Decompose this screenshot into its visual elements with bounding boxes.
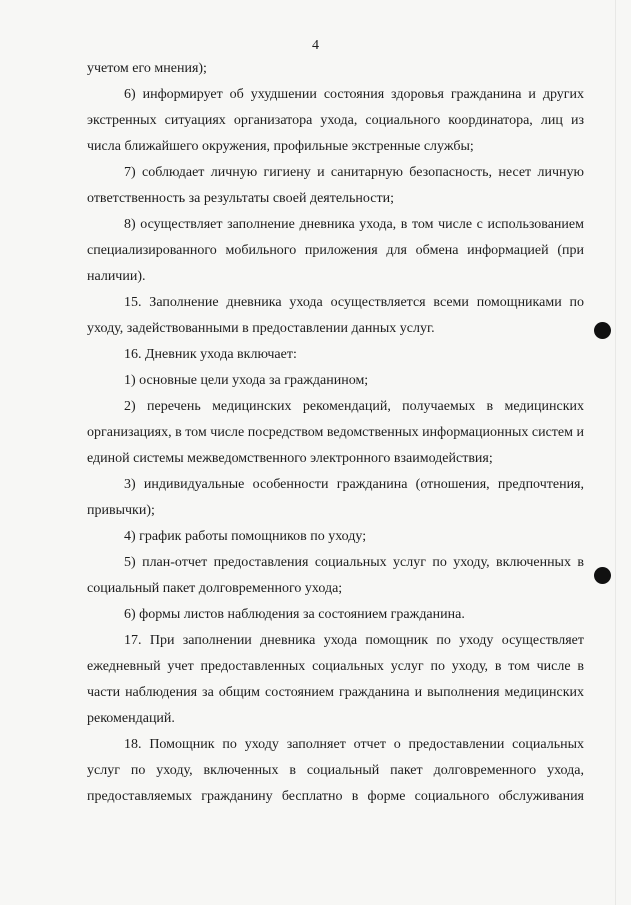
- paragraph: 18. Помощник по уходу заполняет отчет о предоставлении социальных услуг по уходу, включенных в социальный пакет долговременного ухода, предоставляемых гражданину бесплатно в форме социального обслуживания: [87, 737, 584, 804]
- page-number: 4: [312, 38, 319, 53]
- paragraph: 3) индивидуальные особенности гражданина (отношения, предпочтения, привычки);: [87, 477, 584, 518]
- punch-hole: [594, 322, 611, 339]
- paragraph: 15. Заполнение дневника ухода осуществляется всеми помощниками по уходу, задействованными в предоставлении данных услуг.: [87, 295, 584, 336]
- paragraph: 1) основные цели ухода за гражданином;: [124, 373, 369, 388]
- page-edge-shadow: [615, 0, 616, 905]
- paragraph: 6) формы листов наблюдения за состоянием гражданина.: [124, 607, 465, 622]
- document-body: [87, 56, 584, 810]
- paragraph: учетом его мнения);: [87, 61, 207, 76]
- paragraph: 2) перечень медицинских рекомендаций, получаемых в медицинских организациях, в том числе посредством ведомственных информационных систем и единой системы межведомственного электронного взаимодействия;: [87, 399, 584, 466]
- paragraph: 6) информирует об ухудшении состояния здоровья гражданина и других экстренных ситуациях организатора ухода, социального координатора, лиц из числа ближайшего окружения, профильные экстренные службы;: [87, 87, 584, 154]
- punch-hole: [594, 567, 611, 584]
- paragraph: 7) соблюдает личную гигиену и санитарную безопасность, несет личную ответственность за результаты своей деятельности;: [87, 165, 584, 206]
- paragraph: 4) график работы помощников по уходу;: [124, 529, 367, 544]
- paragraph: 8) осуществляет заполнение дневника ухода, в том числе с использованием специализированного мобильного приложения для обмена информацией (при наличии).: [87, 217, 584, 284]
- paragraph: 16. Дневник ухода включает:: [124, 347, 297, 362]
- paragraph: 17. При заполнении дневника ухода помощник по уходу осуществляет ежедневный учет предоставленных социальных услуг по уходу, в том числе в части наблюдения за общим состоянием гражданина и выполнения медицинских рекомендаций.: [87, 633, 584, 726]
- paragraph: 5) план-отчет предоставления социальных услуг по уходу, включенных в социальный пакет долговременного ухода;: [87, 555, 584, 596]
